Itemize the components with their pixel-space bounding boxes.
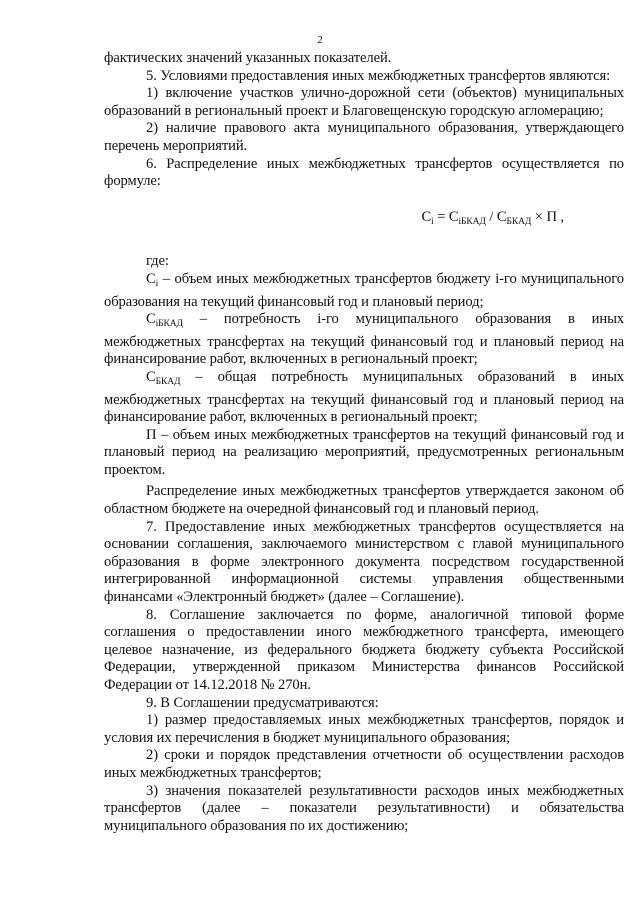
def-ci-text: – объем иных межбюджетных трансфертов бюджету i-го муниципального образования на текущий финансовый год и плановый период;	[104, 270, 624, 310]
paragraph-item-1: 1) размер предоставляемых иных межбюджетных трансфертов, порядок и условия их перечисления в бюджет муниципального образования;	[104, 712, 624, 746]
definition-cibkad	[104, 311, 624, 369]
paragraph-condition-2: 2) наличие правового акта муниципального образования, утверждающего перечень мероприятий.	[104, 120, 624, 154]
paragraph-where: где:	[146, 253, 169, 270]
formula-times-p: × П ,	[531, 208, 564, 225]
formula-cbkad: C	[496, 208, 507, 225]
def-cbkad-text: – общая потребность муниципальных образований в иных межбюджетных трансфертах на текущий финансовый год и плановый период на финансирование работ, включенных в региональный проект;	[104, 368, 624, 426]
def-ci-sub: i	[155, 278, 159, 289]
def-cibkad-sub: iБКАД	[155, 319, 183, 330]
def-cibkad-text: – потребность i-го муниципального образования в иных межбюджетных трансфертах на текущий финансовый год и плановый период на финансирование работ, включенных в региональный проект;	[104, 311, 624, 368]
formula-divide: /	[485, 208, 497, 225]
paragraph-distribution-law: Распределение иных межбюджетных трансфертов утверждается законом об областном бюджете на очередной финансовый год и плановый период.	[104, 483, 624, 518]
definition-ci	[104, 271, 624, 311]
paragraph-continuation: фактических значений указанных показателей.	[104, 50, 392, 66]
def-ci-symbol: C	[146, 270, 156, 287]
paragraph-clause-6: 6. Распределение иных межбюджетных трансфертов осуществляется по формуле:	[104, 155, 624, 190]
def-cibkad-symbol: C	[146, 311, 156, 328]
definition-cbkad	[104, 369, 624, 427]
distribution-formula	[104, 209, 624, 232]
paragraph-clause-8: 8. Соглашение заключается по форме, аналогичной типовой форме соглашения о предоставлении иного межбюджетного трансферта, имеющего целевое назначение, из федерального бюджета бюджету субъекта Российской Федерации, утвержденной приказом Министерства финансов Российской Федерации от 14.12.2018 № 270н.	[104, 606, 624, 693]
formula-cibkad-sub: iБКАД	[458, 216, 486, 227]
formula-cibkad: C	[448, 208, 459, 225]
paragraph-item-3: 3) значения показателей результативности расходов иных межбюджетных трансфертов (далее – показатели результативности) и обязательства муниципального образования по их достижению;	[104, 782, 624, 834]
paragraph-item-2: 2) сроки и порядок представления отчетности об осуществлении расходов иных межбюджетных трансфертов;	[104, 747, 624, 781]
paragraph-clause-9: 9. В Соглашении предусматриваются:	[146, 694, 379, 711]
formula-cbkad-sub: БКАД	[506, 216, 532, 227]
formula-ci: C	[421, 208, 432, 225]
definition-p: П – объем иных межбюджетных трансфертов на текущий финансовый год и плановый период на реализацию мероприятий, предусмотренных региональным проектом.	[104, 426, 624, 478]
paragraph-clause-5: 5. Условиями предоставления иных межбюджетных трансфертов являются:	[146, 67, 611, 84]
paragraph-clause-7: 7. Предоставление иных межбюджетных трансфертов осуществляется на основании соглашения, заключаемого министерством с главой муниципального образования в форме электронного документа посредством государственной интегрированной информационной системы управления общественными финансами «Электронный бюджет» (далее – Соглашение).	[104, 518, 624, 606]
def-cbkad-sub: БКАД	[155, 376, 181, 387]
document-body	[104, 50, 624, 835]
page-number: 2	[317, 34, 323, 46]
formula-equals: =	[433, 208, 449, 225]
def-cbkad-symbol: C	[146, 368, 156, 385]
paragraph-condition-1: 1) включение участков улично-дорожной сети (объектов) муниципальных образований в региональный проект и Благовещенскую городскую агломерацию;	[104, 85, 624, 119]
formula-ci-sub: i	[431, 216, 434, 227]
